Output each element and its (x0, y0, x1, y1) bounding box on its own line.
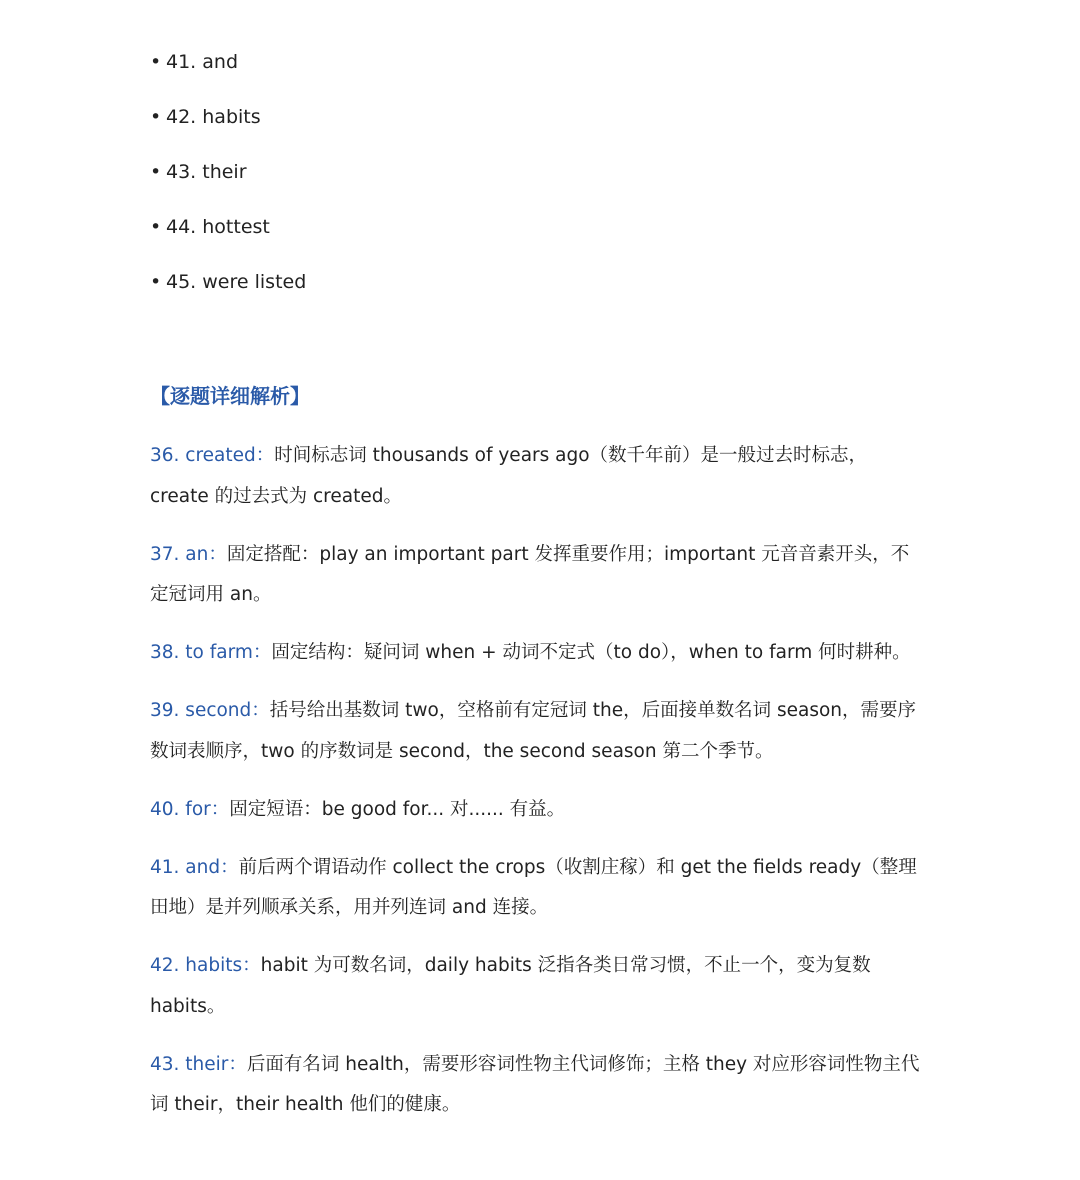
question-label: 41. and： (150, 856, 239, 878)
bullet-icon: • (150, 51, 162, 73)
analysis-item (150, 436, 925, 517)
explanation-text: 固定结构：疑问词 when + 动词不定式（to do），when to farm 何时耕种。 (271, 642, 911, 663)
explanation-text: 固定搭配：play an important part 发挥重要作用；important 元音音素开头，不定冠词用 an。 (150, 543, 910, 605)
explanation-text: 后面有名词 health，需要形容词性物主代词修饰；主格 they 对应形容词性物主代词 their，their health 他们的健康。 (150, 1053, 920, 1115)
answer-item (150, 209, 306, 264)
section-title: 【逐题详细解析】 (150, 384, 310, 408)
explanation-text: habit 为可数名词，daily habits 泛指各类日常习惯，不止一个，变为复数 habits。 (150, 955, 871, 1017)
answer-text: 45. were listed (166, 271, 307, 293)
bullet-icon: • (150, 161, 162, 183)
question-label: 37. an： (150, 543, 227, 565)
question-label: 40. for： (150, 798, 230, 820)
analysis-item (150, 790, 925, 831)
bullet-icon: • (150, 216, 162, 238)
bullet-icon: • (150, 106, 162, 128)
analysis-item (150, 535, 925, 616)
answer-text: 44. hottest (166, 216, 270, 238)
analysis-item (150, 691, 925, 772)
question-label: 38. to farm： (150, 642, 272, 663)
question-label: 42. habits： (150, 955, 261, 976)
explanation-text: 固定短语：be good for... 对...... 有益。 (229, 798, 566, 820)
analysis-item (150, 848, 925, 929)
answer-text: 41. and (166, 51, 239, 73)
question-label: 36. created： (150, 445, 275, 466)
answer-text: 42. habits (166, 106, 261, 128)
question-label: 39. second： (150, 700, 270, 721)
answer-text: 43. their (166, 161, 247, 183)
question-label: 43. their： (150, 1053, 247, 1075)
answer-item (150, 264, 306, 319)
bullet-icon: • (150, 271, 162, 293)
analysis-list (150, 436, 925, 1143)
answer-item (150, 99, 306, 154)
answer-item (150, 154, 306, 209)
analysis-item (150, 946, 925, 1027)
answer-list (150, 44, 306, 319)
explanation-text: 时间标志词 thousands of years ago（数千年前）是一般过去时标志，create 的过去式为 created。 (150, 445, 868, 507)
analysis-item (150, 633, 925, 674)
explanation-text: 前后两个谓语动作 collect the crops（收割庄稼）和 get the fields ready（整理田地）是并列顺承关系，用并列连词 and 连接。 (150, 856, 917, 918)
analysis-item (150, 1045, 925, 1126)
answer-item (150, 44, 306, 99)
explanation-text: 括号给出基数词 two，空格前有定冠词 the，后面接单数名词 season，需要序数词表顺序，two 的序数词是 second，the second season 第二个季节。 (150, 700, 917, 762)
